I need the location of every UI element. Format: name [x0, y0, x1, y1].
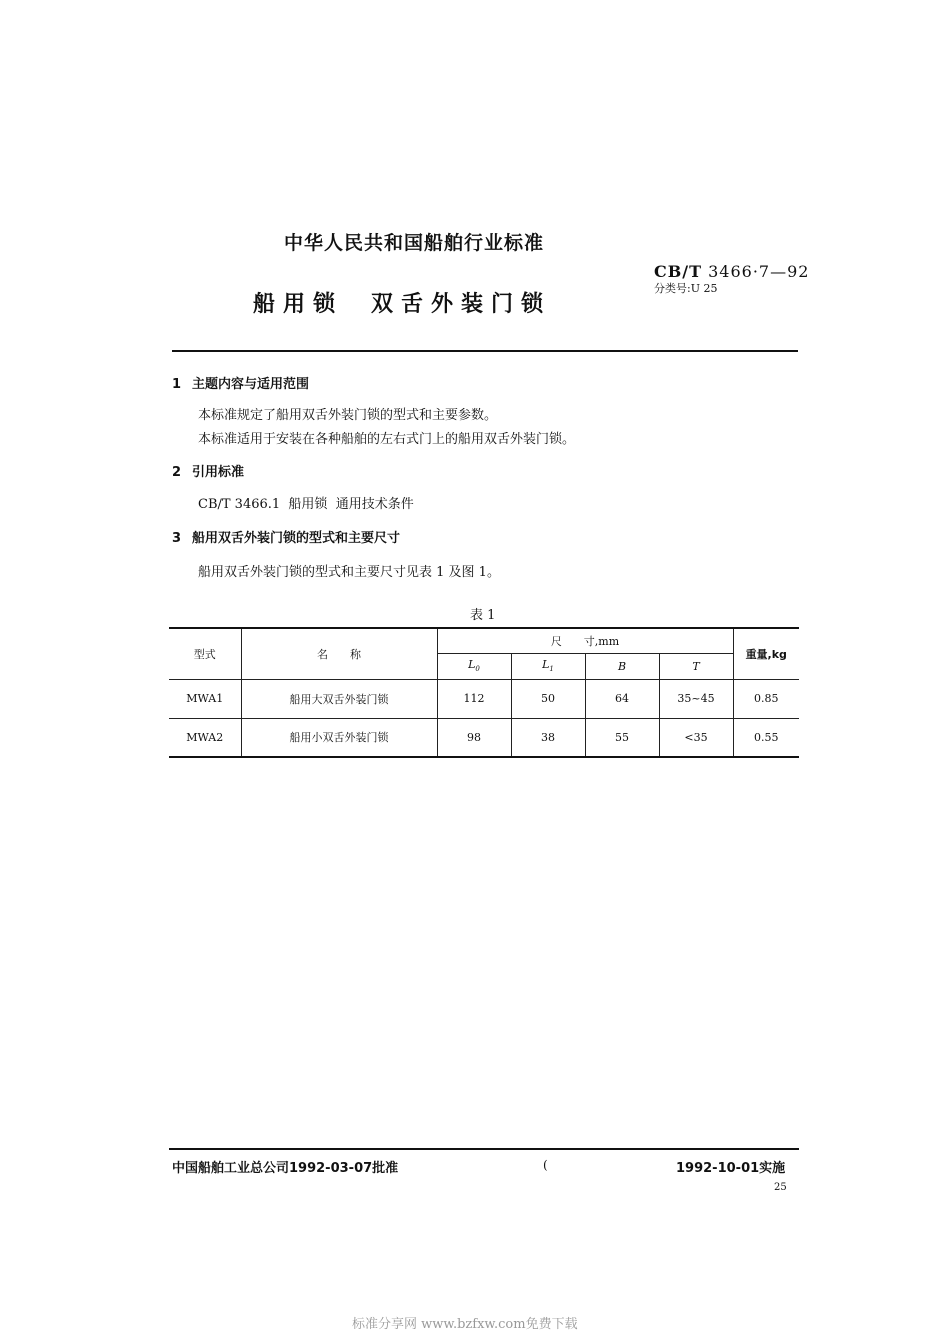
section-3-number: 3 [172, 531, 182, 546]
table-row [169, 679, 799, 718]
header-l1: $L_1$ [511, 653, 585, 679]
dimensions-table [169, 627, 799, 758]
section-2-number: 2 [172, 465, 182, 480]
section-2-reference: CB/T 3466.1 船用锁 通用技术条件 [198, 497, 414, 512]
footer-rule [169, 1148, 799, 1150]
approval-date: 中国船舶工业总公司1992-03-07批准 [172, 1161, 399, 1176]
header-l0: $L_0$ [437, 653, 511, 679]
cell-l1: 38 [511, 718, 585, 757]
title-part2: 双舌外装门锁 [371, 292, 552, 317]
watermark: 标准分享网 www.bzfxw.com免费下载 [352, 1317, 578, 1332]
cell-t: <35 [659, 718, 733, 757]
table-row [169, 718, 799, 757]
cell-t: 35~45 [659, 679, 733, 718]
section-2-heading [172, 461, 244, 480]
document-title [253, 287, 551, 318]
header-b: B [585, 653, 659, 679]
footer-mark: ( [543, 1158, 548, 1172]
cell-model: MWA2 [169, 718, 241, 757]
section-1-paragraph-1: 本标准规定了船用双舌外装门锁的型式和主要参数。 [198, 408, 498, 423]
section-3-paragraph: 船用双舌外装门锁的型式和主要尺寸见表 1 及图 1。 [198, 565, 500, 580]
standard-code-prefix: CB/T [654, 262, 703, 281]
header-dimensions: 尺 寸,mm [437, 628, 733, 653]
cell-l0: 98 [437, 718, 511, 757]
header-weight: 重量,kg [733, 628, 799, 679]
section-1-paragraph-2: 本标准适用于安装在各种船舶的左右式门上的船用双舌外装门锁。 [198, 432, 576, 447]
section-1-heading [172, 373, 309, 392]
header-model: 型式 [169, 628, 241, 679]
cell-model: MWA1 [169, 679, 241, 718]
page-number: 25 [774, 1182, 787, 1193]
table-caption: 表 1 [470, 608, 496, 623]
implementation-date: 1992-10-01实施 [676, 1161, 786, 1176]
section-2-title: 引用标准 [192, 465, 245, 480]
cell-name: 船用大双舌外装门锁 [241, 679, 437, 718]
cell-l1: 50 [511, 679, 585, 718]
section-3-heading [172, 527, 400, 546]
header-name: 名 称 [241, 628, 437, 679]
header-rule [172, 350, 798, 352]
cell-b: 55 [585, 718, 659, 757]
title-part1: 船用锁 [253, 292, 344, 317]
cell-weight: 0.55 [733, 718, 799, 757]
standard-code [654, 262, 809, 281]
cell-weight: 0.85 [733, 679, 799, 718]
cell-l0: 112 [437, 679, 511, 718]
standard-code-number: 3466·7—92 [702, 262, 810, 281]
classification-number: 分类号:U 25 [654, 282, 718, 295]
cell-name: 船用小双舌外装门锁 [241, 718, 437, 757]
section-1-number: 1 [172, 377, 182, 392]
standard-org-title: 中华人民共和国船舶行业标准 [284, 232, 545, 254]
cell-b: 64 [585, 679, 659, 718]
section-1-title: 主题内容与适用范围 [192, 377, 310, 392]
section-3-title: 船用双舌外装门锁的型式和主要尺寸 [192, 531, 401, 546]
header-t: T [659, 653, 733, 679]
